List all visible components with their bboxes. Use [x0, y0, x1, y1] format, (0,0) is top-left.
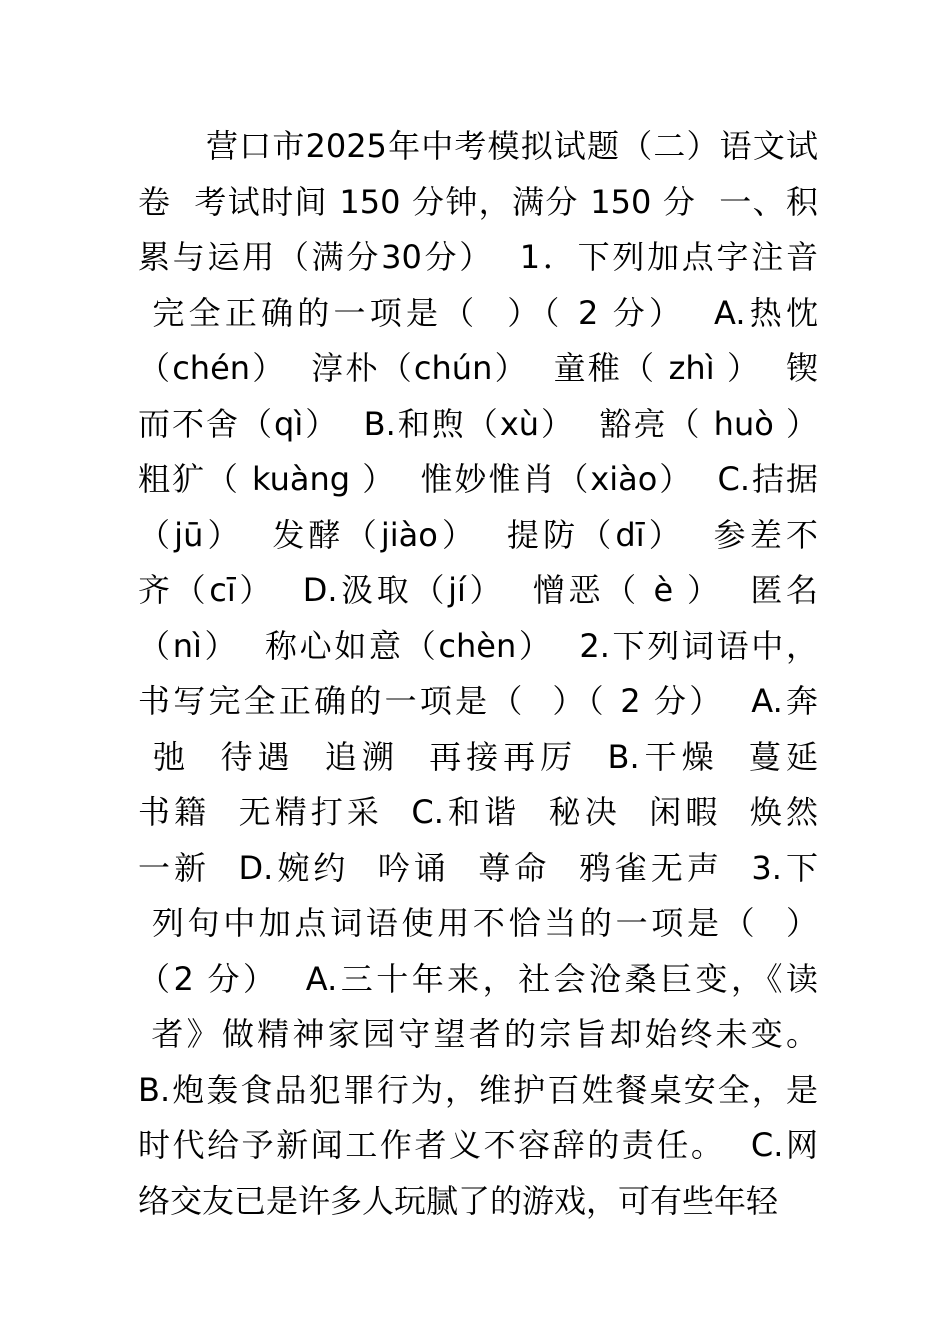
text-line: （chén） 淳朴（chún） 童稚（ zhì ） 锲	[138, 349, 818, 387]
text-line: 累与运用（满分30分） 1．下列加点字注音	[138, 238, 818, 276]
text-line: B.炮轰食品犯罪行为，维护百姓餐桌安全，是	[138, 1070, 818, 1109]
text-line: 者》做精神家园守望者的宗旨却始终未变。	[138, 1015, 818, 1053]
text-line: 营口市2025年中考模拟试题（二）语文试	[206, 127, 818, 165]
text-line: 而不舍（qì） B.和煦（xù） 豁亮（ huò ）	[138, 404, 818, 443]
text-line: 卷 考试时间 150 分钟，满分 150 分 一、积	[138, 182, 818, 221]
text-line: 一新 D.婉约 吟诵 尊命 鸦雀无声 3.下	[138, 848, 818, 887]
text-line: （2 分） A.三十年来，社会沧桑巨变，《读	[138, 959, 818, 998]
text-line: 络交友已是许多人玩腻了的游戏，可有些年轻	[138, 1181, 779, 1220]
text-line: （nì） 称心如意（chèn） 2.下列词语中，	[138, 626, 818, 665]
text-line: 书写完全正确的一项是（ ）（ 2 分） A.奔	[138, 682, 818, 720]
text-line: 列句中加点词语使用不恰当的一项是（ ）	[138, 904, 818, 942]
text-line: 粗犷（ kuàng ） 惟妙惟肖（xiào） C.拮据	[138, 460, 818, 498]
text-line: 弛 待遇 追溯 再接再厉 B.干燥 蔓延	[138, 737, 818, 776]
text-line: 齐（cī） D.汲取（jí） 憎恶（ è ） 匿名	[138, 571, 818, 609]
text-line: 时代给予新闻工作者义不容辞的责任。 C.网	[138, 1126, 818, 1164]
text-line: 完全正确的一项是（ ）（ 2 分） A.热忱	[138, 293, 818, 332]
text-line: 书籍 无精打采 C.和谐 秘决 闲暇 焕然	[138, 793, 818, 831]
text-line: （jū） 发酵（jiào） 提防（dī） 参差不	[138, 515, 818, 554]
exam-text-body	[138, 119, 818, 1229]
